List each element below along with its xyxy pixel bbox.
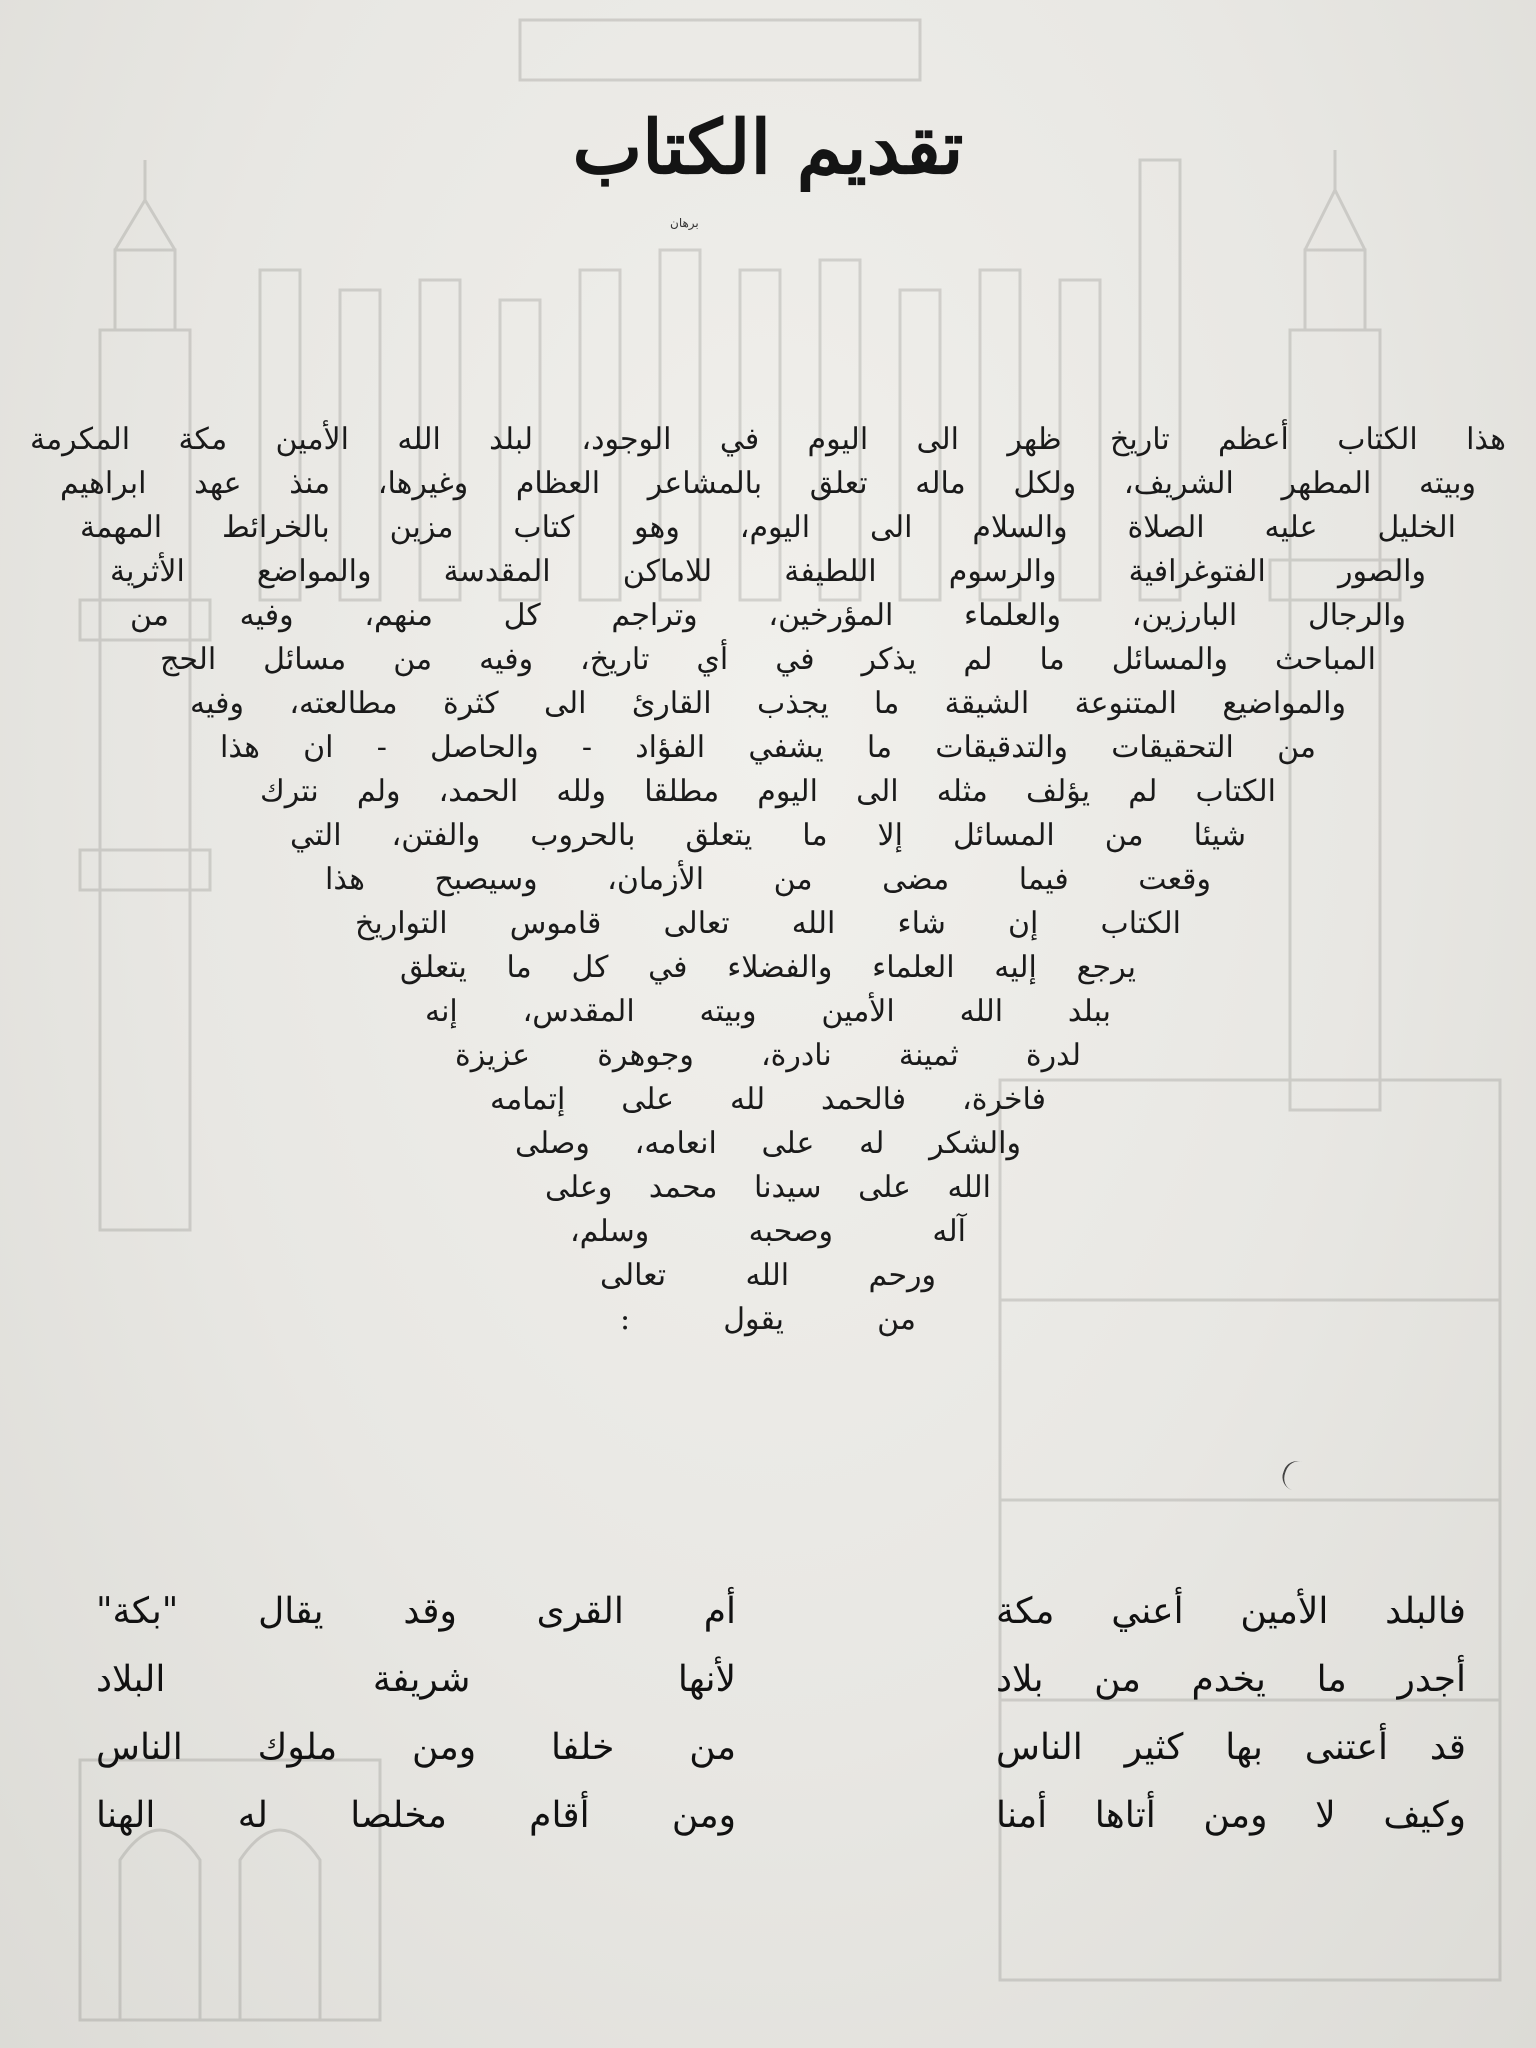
verse-second-hemistich: أم القرى وقد يقال "بكة" <box>96 1591 736 1632</box>
prose-line: الكتاب إن شاء الله تعالى قاموس التواريخ <box>355 906 1181 941</box>
page-title: تقديم الكتاب <box>572 105 964 191</box>
verse-row <box>0 1716 1536 1780</box>
prose-line: والمواضيع المتنوعة الشيقة ما يجذب القارئ الى كثرة مطالعته، وفيه <box>190 686 1346 721</box>
prose-line: هذا الكتاب أعظم تاريخ ظهر الى اليوم في الوجود، لبلد الله الأمين مكة المكرمة <box>30 422 1506 457</box>
verse-row <box>0 1580 1536 1644</box>
prose-line: وبيته المطهر الشريف، ولكل ماله تعلق بالمشاعر العظام وغيرها، منذ عهد ابراهيم <box>60 466 1476 501</box>
prose-line: الله على سيدنا محمد وعلى <box>545 1170 991 1205</box>
verse-first-hemistich: قد أعتنى بها كثير الناس <box>996 1727 1466 1768</box>
prose-line: من يقول : <box>620 1302 916 1337</box>
prose-line: والشكر له على انعامه، وصلى <box>515 1126 1021 1161</box>
prose-line: المباحث والمسائل ما لم يذكر في أي تاريخ، وفيه من مسائل الحج <box>160 642 1376 677</box>
verse-second-hemistich: لأنها شريفة البلاد <box>96 1659 736 1700</box>
verse-second-hemistich: ومن أقام مخلصا له الهنا <box>96 1795 736 1836</box>
prose-line: والرجال البارزين، والعلماء المؤرخين، وتراجم كل منهم، وفيه من <box>130 598 1406 633</box>
verse-row <box>0 1648 1536 1712</box>
prose-line: آله وصحبه وسلم، <box>570 1214 966 1249</box>
prose-line: شيئا من المسائل إلا ما يتعلق بالحروب والفتن، التي <box>290 818 1246 853</box>
verse-row <box>0 1784 1536 1848</box>
verse-second-hemistich: من خلفا ومن ملوك الناس <box>96 1727 736 1768</box>
prose-line: الكتاب لم يؤلف مثله الى اليوم مطلقا ولله الحمد، ولم نترك <box>260 774 1276 809</box>
verse-first-hemistich: أجدر ما يخدم من بلاد <box>996 1659 1466 1700</box>
prose-line: من التحقيقات والتدقيقات ما يشفي الفؤاد - والحاصل - ان هذا <box>220 730 1316 765</box>
title-signature: برهان <box>670 216 699 230</box>
prose-line: فاخرة، فالحمد لله على إتمامه <box>490 1082 1046 1117</box>
prose-line: لدرة ثمينة نادرة، وجوهرة عزيزة <box>455 1038 1081 1073</box>
prose-line: وقعت فيما مضى من الأزمان، وسيصبح هذا <box>325 862 1211 897</box>
verse-first-hemistich: فالبلد الأمين أعني مكة <box>996 1591 1466 1632</box>
prose-line: ببلد الله الأمين وبيته المقدس، إنه <box>425 994 1111 1029</box>
prose-line: الخليل عليه الصلاة والسلام الى اليوم، وهو كتاب مزين بالخرائط المهمة <box>80 510 1456 545</box>
prose-line: والصور الفتوغرافية والرسوم اللطيفة للاماكن المقدسة والمواضع الأثرية <box>110 554 1426 589</box>
verse-first-hemistich: وكيف لا ومن أتاها أمنا <box>996 1795 1466 1836</box>
prose-line: ورحم الله تعالى <box>600 1258 936 1293</box>
prose-line: يرجع إليه العلماء والفضلاء في كل ما يتعلق <box>400 950 1136 985</box>
